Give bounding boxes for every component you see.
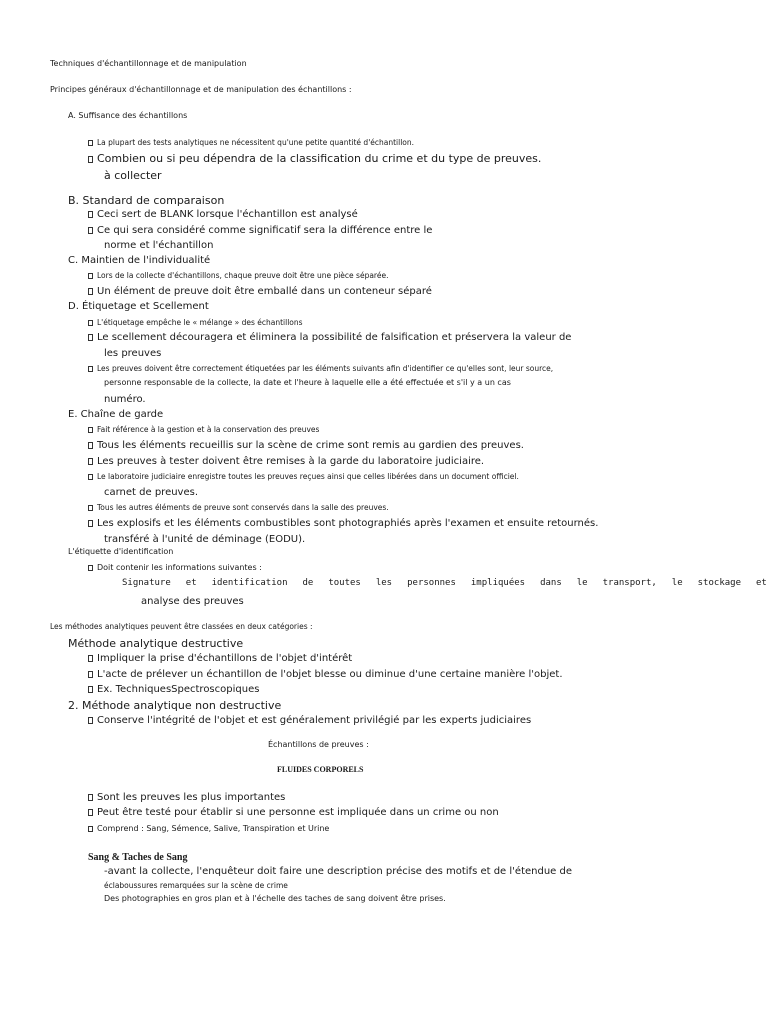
section-b-item-2-cont: norme et l'échantillon (104, 240, 214, 251)
section-a-item-2: Combien ou si peu dépendra de la classification du crime et du type de preuves. (88, 153, 541, 164)
samples-item-3: Comprend : Sang, Sémence, Salive, Transpiration et Urine (88, 825, 329, 833)
section-e-item-2: Tous les éléments recueillis sur la scène de crime sont remis au gardien des preuves. (88, 441, 524, 451)
justified-word: le (576, 578, 588, 588)
bullet-box-icon (88, 505, 93, 511)
justified-word: identification (211, 578, 288, 588)
justified-word: impliquées (470, 578, 526, 588)
justified-word: transport, (602, 578, 657, 588)
document-title: Techniques d'échantillonnage et de manipulation (50, 59, 247, 68)
bullet-box-icon (88, 334, 93, 341)
justified-word: stockage (697, 578, 741, 588)
bullet-box-icon (88, 520, 93, 527)
bullet-box-icon (88, 211, 93, 218)
id-label-heading: L'étiquette d'identification (68, 547, 174, 556)
section-d-item-3: Les preuves doivent être correctement étiquetées par les éléments suivants afin d'identifier ce qu'elles sont, leur source, (88, 365, 553, 373)
justified-word: dans (540, 578, 562, 588)
bullet-box-icon (88, 427, 93, 433)
section-b-label: B. Standard de comparaison (68, 194, 225, 207)
justified-word: toutes (328, 578, 361, 588)
section-a-item-2-cont: à collecter (104, 169, 162, 182)
bullet-box-icon (88, 686, 93, 693)
bullet-box-icon (88, 227, 93, 234)
method-1-item-1: Impliquer la prise d'échantillons de l'objet d'intérêt (88, 654, 352, 664)
bullet-box-icon (88, 320, 93, 326)
blood-line-3: Des photographies en gros plan et à l'échelle des taches de sang doivent être prises. (104, 894, 446, 903)
methods-intro: Les méthodes analytiques peuvent être classées en deux catégories : (50, 622, 313, 631)
justified-word: Signature (122, 578, 171, 588)
method-2-label: 2. Méthode analytique non destructive (68, 699, 282, 712)
bullet-box-icon (88, 794, 93, 801)
section-a-item-1: La plupart des tests analytiques ne nécessitent qu'une petite quantité d'échantillon. (88, 139, 414, 147)
section-b-item-2: Ce qui sera considéré comme significatif sera la différence entre le (88, 226, 432, 236)
section-e-item-3: Les preuves à tester doivent être remises à la garde du laboratoire judiciaire. (88, 457, 484, 467)
section-d-item-3-cont-2: numéro. (104, 394, 146, 405)
justified-word: les (375, 578, 393, 588)
justified-word: le (671, 578, 683, 588)
section-e-item-6: Les explosifs et les éléments combustibles sont photographiés après l'examen et ensuite retournés. (88, 519, 598, 529)
samples-item-1: Sont les preuves les plus importantes (88, 793, 285, 803)
samples-heading: Échantillons de preuves : (268, 740, 369, 749)
bullet-box-icon (88, 474, 93, 480)
method-2-item-1: Conserve l'intégrité de l'objet et est généralement privilégié par les experts judiciaires (88, 716, 531, 726)
section-e-item-1: Fait référence à la gestion et à la conservation des preuves (88, 426, 319, 434)
bullet-box-icon (88, 826, 93, 832)
section-d-item-1: L'étiquetage empêche le « mélange » des échantillons (88, 319, 303, 327)
section-e-item-4-cont: carnet de preuves. (104, 487, 199, 498)
section-e-label: E. Chaîne de garde (68, 409, 164, 420)
justified-word: et (185, 578, 197, 588)
bullet-box-icon (88, 156, 93, 163)
justified-word: et (756, 578, 767, 588)
bullet-box-icon (88, 140, 93, 146)
section-d-item-2: Le scellement découragera et éliminera la possibilité de falsification et préservera la valeur de (88, 333, 571, 343)
blood-heading: Sang & Taches de Sang (88, 852, 188, 863)
section-c-item-2: Un élément de preuve doit être emballé dans un conteneur séparé (88, 287, 432, 297)
method-1-label: Méthode analytique destructive (68, 637, 244, 650)
blood-line-1: -avant la collecte, l'enquêteur doit faire une description précise des motifs et de l'étendue de (104, 866, 572, 877)
samples-subheading: FLUIDES CORPORELS (277, 765, 364, 774)
section-a-label: A. Suffisance des échantillons (68, 111, 188, 120)
bullet-box-icon (88, 458, 93, 465)
bullet-box-icon (88, 288, 93, 295)
bullet-box-icon (88, 655, 93, 662)
section-d-label: D. Étiquetage et Scellement (68, 301, 209, 312)
bullet-box-icon (88, 442, 93, 449)
method-1-item-3: Ex. TechniquesSpectroscopiques (88, 685, 259, 695)
section-c-label: C. Maintien de l'individualité (68, 255, 211, 266)
id-label-cont: analyse des preuves (141, 596, 244, 607)
bullet-box-icon (88, 671, 93, 678)
section-c-item-1: Lors de la collecte d'échantillons, chaque preuve doit être une pièce séparée. (88, 272, 388, 280)
id-label-item: Doit contenir les informations suivantes : (88, 564, 262, 572)
method-1-item-2: L'acte de prélever un échantillon de l'objet blesse ou diminue d'une certaine manière l'objet. (88, 670, 563, 680)
section-d-item-2-cont: les preuves (104, 348, 162, 359)
bullet-box-icon (88, 809, 93, 816)
bullet-box-icon (88, 565, 93, 571)
id-label-justified-line (122, 579, 767, 588)
section-d-item-3-cont: personne responsable de la collecte, la date et l'heure à laquelle elle a été effectuée et s'il y a un cas (104, 378, 511, 387)
principles-heading: Principes généraux d'échantillonnage et de manipulation des échantillons : (50, 85, 352, 94)
samples-item-2: Peut être testé pour établir si une personne est impliquée dans un crime ou non (88, 808, 499, 818)
section-e-item-5: Tous les autres éléments de preuve sont conservés dans la salle des preuves. (88, 504, 389, 512)
section-e-item-6-cont: transféré à l'unité de déminage (EODU). (104, 534, 306, 545)
bullet-box-icon (88, 717, 93, 724)
bullet-box-icon (88, 366, 93, 372)
blood-line-2: éclaboussures remarquées sur la scène de crime (104, 881, 288, 890)
justified-word: personnes (407, 578, 456, 588)
justified-word: de (302, 578, 314, 588)
bullet-box-icon (88, 273, 93, 279)
section-b-item-1: Ceci sert de BLANK lorsque l'échantillon est analysé (88, 210, 358, 220)
section-e-item-4: Le laboratoire judiciaire enregistre toutes les preuves reçues ainsi que celles libérées dans un document officiel. (88, 473, 519, 481)
